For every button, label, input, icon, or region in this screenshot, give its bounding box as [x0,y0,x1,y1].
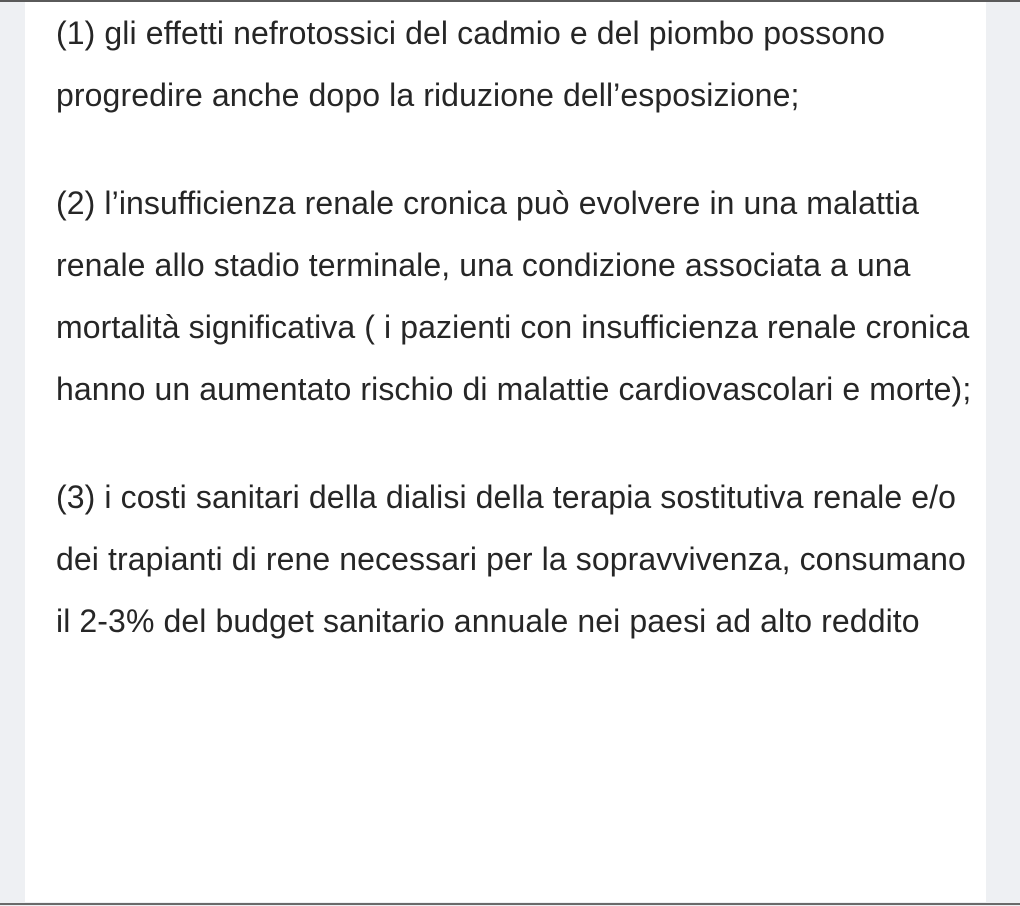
document-page [25,2,986,902]
bottom-border [0,903,1020,905]
paragraph-3: (3) i costi sanitari della dialisi della terapia sostitutiva renale e/o dei trapianti di rene necessari per la sopravvivenza, consumano il 2-3% del budget sanitario annuale nei paesi ad alto reddito [56,479,966,639]
document-body [56,2,981,698]
paragraph-1: (1) gli effetti nefrotossici del cadmio e del piombo possono progredire anche dopo la riduzione dell’esposizione; [56,15,885,113]
paragraph-2: (2) l’insufficienza renale cronica può evolvere in una malattia renale allo stadio terminale, una condizione associata a una mortalità significativa ( i pazienti con insufficienza renale cronica hanno un aumentato rischio di malattie cardiovascolari e morte); [56,185,972,407]
